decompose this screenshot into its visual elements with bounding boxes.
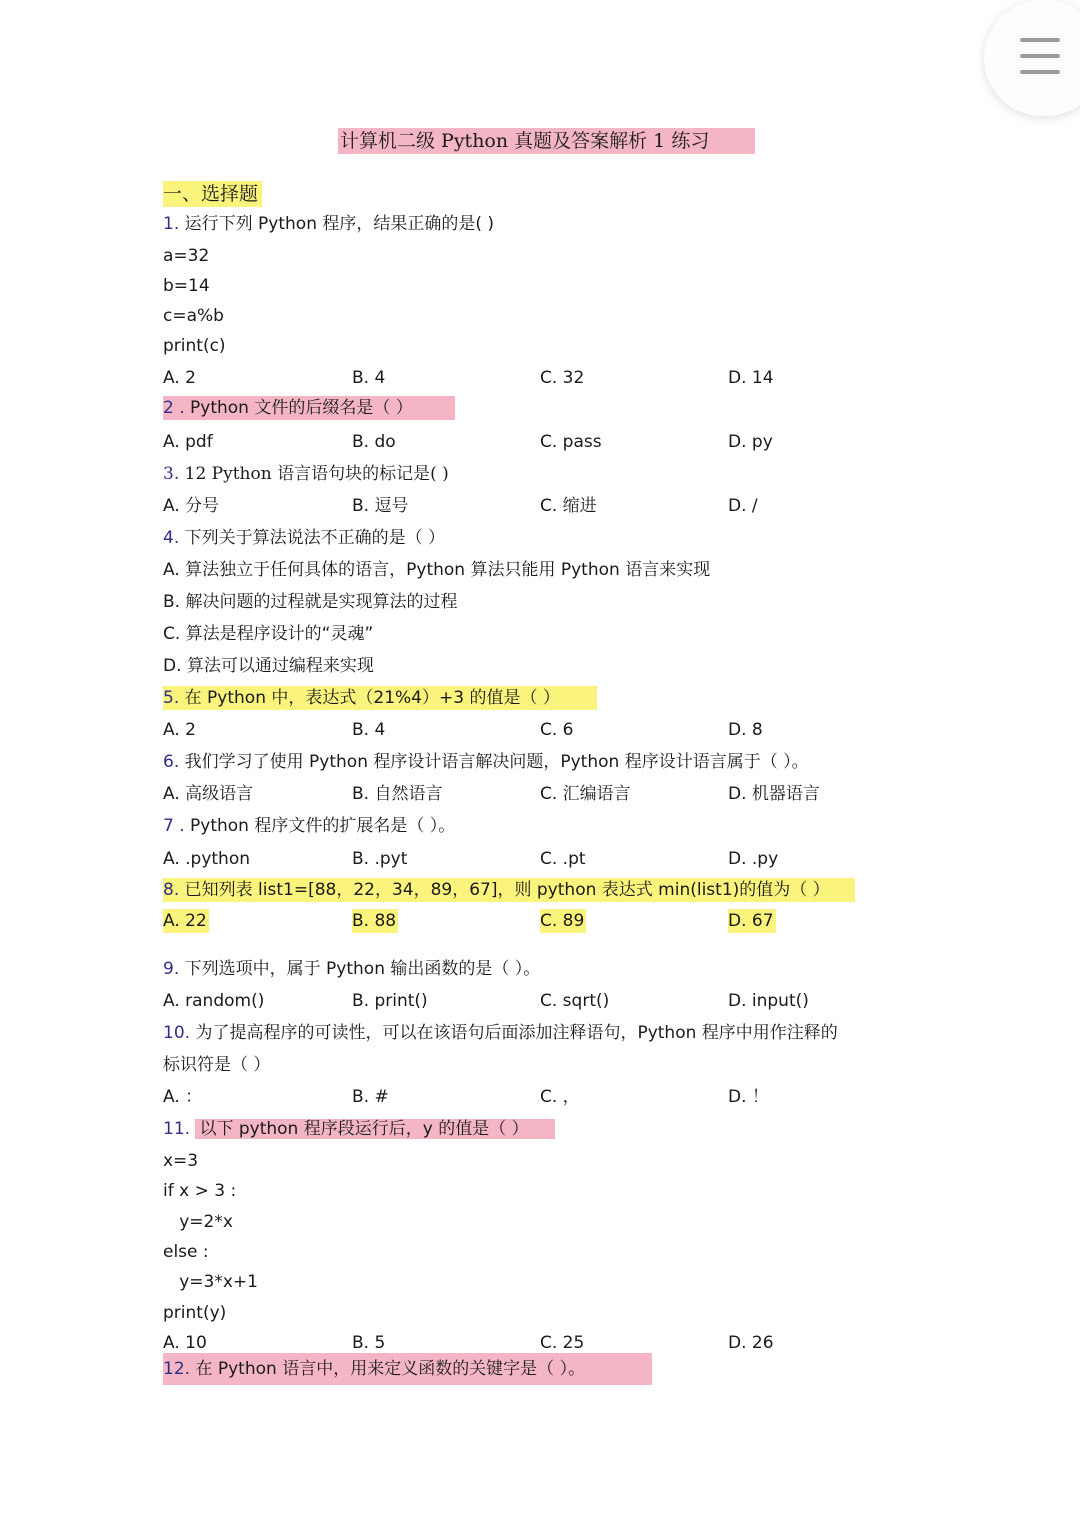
q6-options bbox=[163, 780, 863, 808]
option-b[interactable]: B. 4 bbox=[352, 720, 386, 740]
q7-options bbox=[163, 845, 863, 873]
q11-code-line: print(y) bbox=[163, 1303, 227, 1323]
option-c[interactable]: C. .pt bbox=[540, 849, 586, 869]
option-a[interactable]: A. 22 bbox=[163, 911, 207, 931]
q2-options bbox=[163, 428, 863, 456]
option-a[interactable]: A. pdf bbox=[163, 432, 213, 452]
option-d[interactable]: D. 14 bbox=[728, 368, 774, 388]
q3-options bbox=[163, 492, 863, 520]
option-d[interactable]: D. 8 bbox=[728, 720, 763, 740]
question-2: 2 . Python 文件的后缀名是（ ） bbox=[163, 396, 455, 420]
option-c[interactable]: C. pass bbox=[540, 432, 602, 452]
option-c[interactable]: C. 汇编语言 bbox=[540, 784, 631, 804]
option-a[interactable]: A. 2 bbox=[163, 368, 196, 388]
q11-code-line: y=2*x bbox=[163, 1212, 233, 1232]
q1-code-line: c=a%b bbox=[163, 306, 224, 326]
question-5: 5. 在 Python 中，表达式（21%4）+3 的值是（ ） bbox=[163, 686, 597, 710]
option-a[interactable]: A. 2 bbox=[163, 720, 196, 740]
question-10-cont: 标识符是（ ） bbox=[163, 1055, 271, 1075]
option-a[interactable]: A. 算法独立于任何具体的语言，Python 算法只能用 Python 语言来实现 bbox=[163, 560, 711, 580]
q11-code-line: y=3*x+1 bbox=[163, 1272, 258, 1292]
option-b[interactable]: B. do bbox=[352, 432, 396, 452]
option-c[interactable]: C. ， bbox=[540, 1087, 580, 1107]
option-b[interactable]: B. 5 bbox=[352, 1333, 386, 1353]
menu-icon bbox=[1020, 38, 1060, 42]
option-b[interactable]: B. 解决问题的过程就是实现算法的过程 bbox=[163, 592, 458, 612]
option-d[interactable]: D. 26 bbox=[728, 1333, 774, 1353]
option-c[interactable]: C. 25 bbox=[540, 1333, 585, 1353]
question-9: 9. 下列选项中，属于 Python 输出函数的是（ ）。 bbox=[163, 959, 541, 979]
option-b[interactable]: B. 88 bbox=[352, 911, 397, 931]
menu-icon-bar-3 bbox=[1020, 70, 1060, 74]
question-12: 12. 在 Python 语言中，用来定义函数的关键字是（ ）。 bbox=[163, 1353, 652, 1385]
option-a[interactable]: A. ： bbox=[163, 1087, 203, 1107]
question-3: 3. 12 Python 语言语句块的标记是( ) bbox=[163, 464, 449, 484]
option-a[interactable]: A. .python bbox=[163, 849, 251, 869]
option-b[interactable]: B. 4 bbox=[352, 368, 386, 388]
page-title: 计算机二级 Python 真题及答案解析 1 练习 bbox=[338, 128, 755, 154]
question-8: 8. 已知列表 list1=[88，22，34，89，67]，则 python 表达式 min(list1)的值为（ ） bbox=[163, 878, 855, 902]
section-heading: 一、选择题 bbox=[163, 181, 262, 207]
q1-code-line: a=32 bbox=[163, 246, 210, 266]
option-b[interactable]: B. print() bbox=[352, 991, 428, 1011]
q11-code-line: if x > 3 : bbox=[163, 1181, 237, 1201]
option-b[interactable]: B. 逗号 bbox=[352, 496, 409, 516]
q5-options bbox=[163, 716, 863, 744]
option-b[interactable]: B. # bbox=[352, 1087, 389, 1107]
q1-code-line: print(c) bbox=[163, 336, 226, 356]
option-d[interactable]: D. / bbox=[728, 496, 758, 516]
option-b[interactable]: B. .pyt bbox=[352, 849, 408, 869]
question-7: 7 . Python 程序文件的扩展名是（ ）。 bbox=[163, 816, 456, 836]
option-d[interactable]: D. 67 bbox=[728, 911, 774, 931]
option-d[interactable]: D. ！ bbox=[728, 1087, 769, 1107]
q11-code-line: x=3 bbox=[163, 1151, 199, 1171]
option-c[interactable]: C. 缩进 bbox=[540, 496, 597, 516]
menu-button[interactable] bbox=[984, 0, 1080, 116]
q10-options bbox=[163, 1083, 863, 1111]
question-6: 6. 我们学习了使用 Python 程序设计语言解决问题，Python 程序设计语言属于（ ）。 bbox=[163, 752, 809, 772]
option-a[interactable]: A. 分号 bbox=[163, 496, 220, 516]
q1-options bbox=[163, 364, 863, 392]
option-b[interactable]: B. 自然语言 bbox=[352, 784, 443, 804]
option-d[interactable]: D. .py bbox=[728, 849, 779, 869]
question-1: 1. 运行下列 Python 程序，结果正确的是( ) bbox=[163, 214, 495, 234]
option-c[interactable]: C. 89 bbox=[540, 911, 585, 931]
option-d[interactable]: D. py bbox=[728, 432, 773, 452]
option-d[interactable]: D. input() bbox=[728, 991, 809, 1011]
option-d[interactable]: D. 机器语言 bbox=[728, 784, 820, 804]
q1-code-line: b=14 bbox=[163, 276, 210, 296]
option-a[interactable]: A. 高级语言 bbox=[163, 784, 254, 804]
q11-code-line: else : bbox=[163, 1242, 209, 1262]
q8-options bbox=[163, 909, 863, 937]
menu-icon-bar-2 bbox=[1020, 54, 1060, 58]
option-c[interactable]: C. 6 bbox=[540, 720, 574, 740]
option-a[interactable]: A. random() bbox=[163, 991, 265, 1011]
option-c[interactable]: C. 算法是程序设计的“灵魂” bbox=[163, 624, 374, 644]
question-11: 11. 以下 python 程序段运行后，y 的值是（ ） bbox=[163, 1115, 555, 1143]
option-a[interactable]: A. 10 bbox=[163, 1333, 207, 1353]
option-d[interactable]: D. 算法可以通过编程来实现 bbox=[163, 656, 374, 676]
option-c[interactable]: C. 32 bbox=[540, 368, 585, 388]
option-c[interactable]: C. sqrt() bbox=[540, 991, 610, 1011]
question-10: 10. 为了提高程序的可读性，可以在该语句后面添加注释语句，Python 程序中用作注释的 bbox=[163, 1023, 838, 1043]
question-4: 4. 下列关于算法说法不正确的是（ ） bbox=[163, 528, 446, 548]
q9-options bbox=[163, 987, 863, 1015]
